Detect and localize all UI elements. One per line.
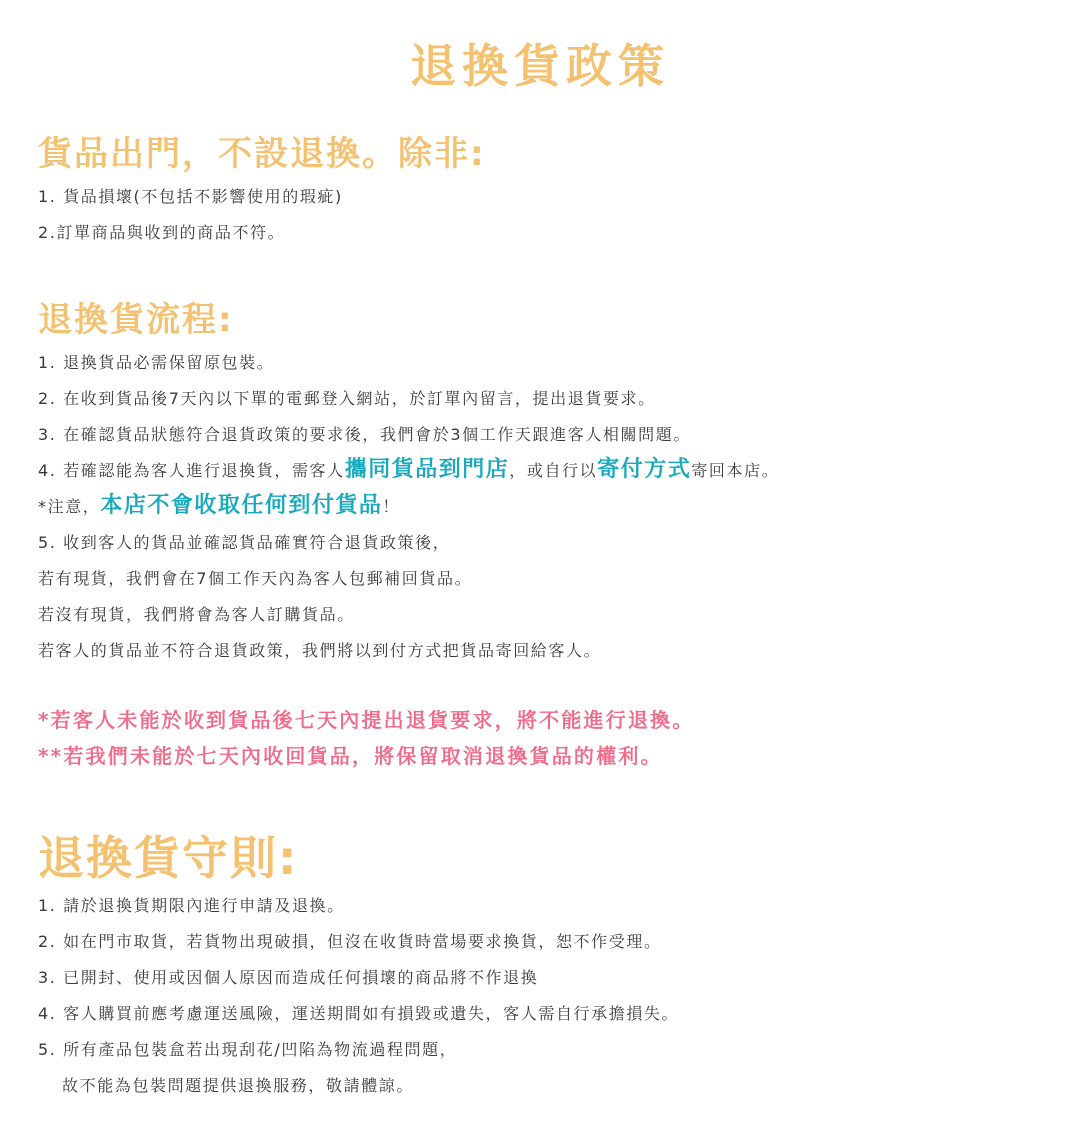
rule-item-5: 5. 所有產品包裝盒若出現刮花/凹陷為物流過程問題， [38,1040,458,1059]
warning-line-1: *若客人未能於收到貨品後七天內提出退貨要求，將不能進行退換。 [38,708,695,732]
process-item-3: 3. 在確認貨品狀態符合退貨政策的要求後，我們會於3個工作天跟進客人相關問題。 [38,425,691,444]
rule-item-1: 1. 請於退換貨期限內進行申請及退換。 [38,896,345,915]
process-item-4-text-c: 寄回本店。 [691,461,780,480]
process-item-5-line-2: 若沒有現貨，我們將會為客人訂購貨品。 [38,605,355,624]
warning-line-2: **若我們未能於七天內收回貨品，將保留取消退換貨品的權利。 [38,744,663,768]
section-heading-process: 退換貨流程: [38,300,234,340]
section-heading-rules: 退換貨守則: [38,831,299,885]
process-item-5-line-3: 若客人的貨品並不符合退貨政策，我們將以到付方式把貨品寄回給客人。 [38,641,602,660]
rule-item-3: 3. 已開封、使用或因個人原因而造成任何損壞的商品將不作退換 [38,968,539,987]
process-item-4 [38,458,779,483]
process-item-5: 5. 收到客人的貨品並確認貨品確實符合退貨政策後， [38,533,451,552]
exception-item-1: 1. 貨品損壞(不包括不影響使用的瑕疵) [38,187,343,206]
rule-item-2: 2. 如在門市取貨，若貨物出現破損，但沒在收貨時當場要求換貨，恕不作受理。 [38,932,662,951]
rule-item-5-cont: 故不能為包裝問題提供退換服務，敬請體諒。 [62,1076,415,1095]
process-note-text-b: ！ [382,497,401,516]
process-item-1: 1. 退換貨品必需保留原包裝。 [38,353,275,372]
page-title: 退換貨政策 [410,39,670,93]
process-note-text-a: *注意， [38,497,101,516]
exception-item-2: 2.訂單商品與收到的商品不符。 [38,223,286,242]
process-item-4-text-b: ，或自行以 [509,461,598,480]
highlight-prepaid-shipping: 寄付方式 [597,457,692,482]
rule-item-4: 4. 客人購買前應考慮運送風險，運送期間如有損毀或遺失，客人需自行承擔損失。 [38,1004,680,1023]
highlight-bring-to-store: 攜同貨品到門店 [344,457,510,482]
process-item-2: 2. 在收到貨品後7天內以下單的電郵登入網站，於訂單內留言，提出退貨要求。 [38,389,656,408]
highlight-no-cod: 本店不會收取任何到付貨品 [100,493,383,518]
process-note [38,494,400,519]
process-item-5-line-1: 若有現貨，我們會在7個工作天內為客人包郵補回貨品。 [38,569,473,588]
section-heading-no-returns: 貨品出門，不設退換。除非: [38,134,486,174]
process-item-4-text-a: 4. 若確認能為客人進行退換貨，需客人 [38,461,345,480]
